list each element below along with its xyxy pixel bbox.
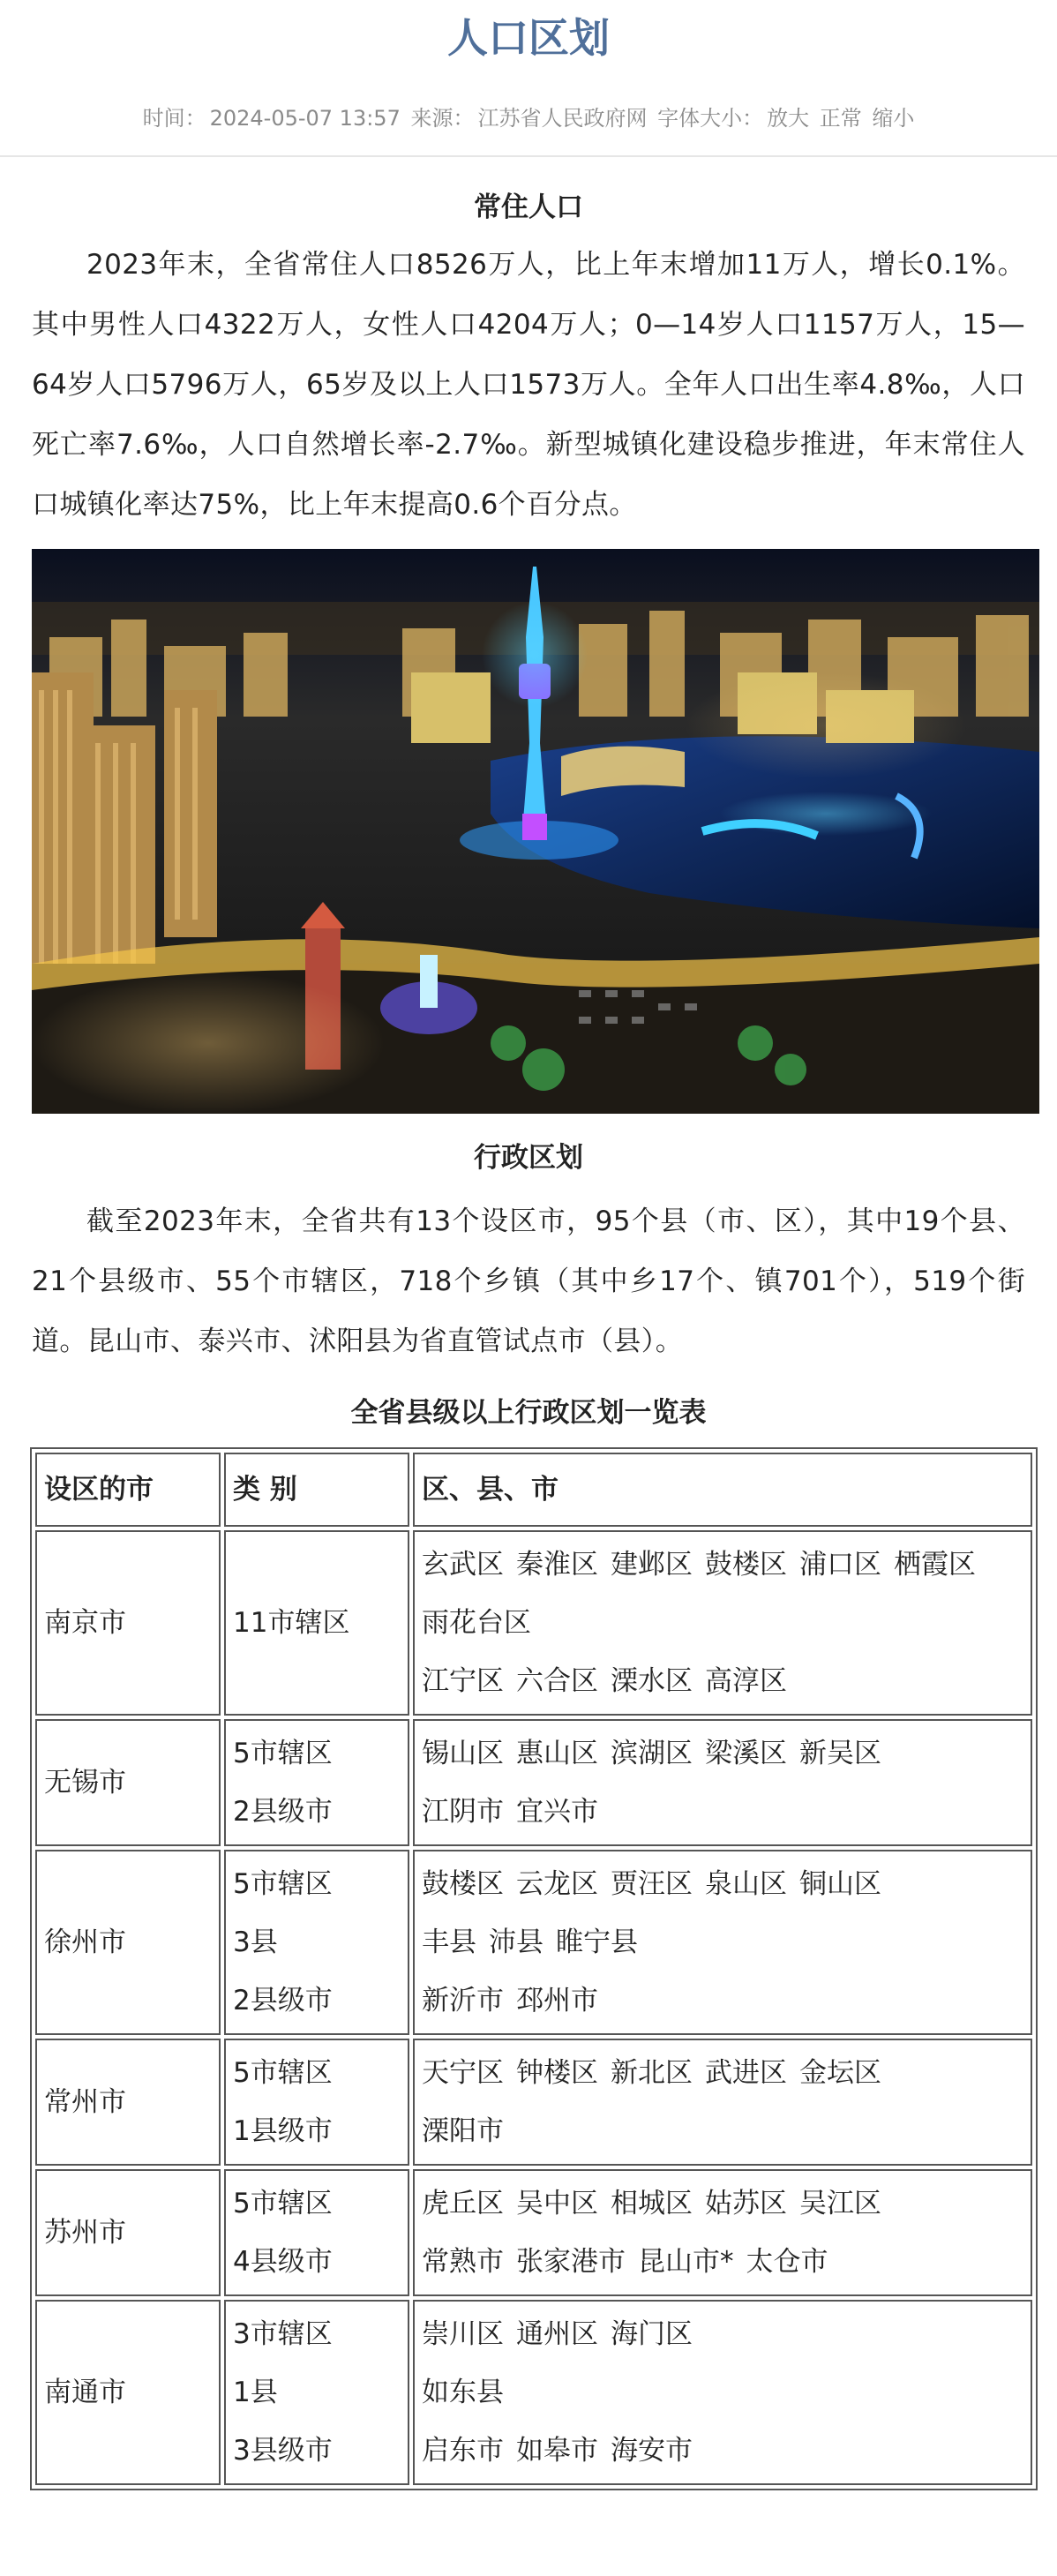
district-name: 秦淮区 — [516, 1549, 598, 1581]
category-item: 5市辖区 — [233, 2188, 333, 2219]
category-item: 11市辖区 — [233, 1607, 350, 1639]
district-name: 宜兴市 — [516, 1796, 598, 1828]
districts-line — [422, 1652, 1023, 1710]
district-name: 栖霞区 — [894, 1549, 976, 1581]
font-small-link[interactable]: 缩小 — [872, 106, 915, 131]
districts-line — [422, 2233, 1023, 2291]
division-heading: 行政区划 — [474, 1142, 583, 1174]
city-cell: 常州市 — [35, 2039, 221, 2166]
districts-cell — [413, 2300, 1032, 2485]
district-name: 张家港市 — [516, 2246, 626, 2278]
category-item: 5市辖区 — [233, 1868, 333, 1900]
category-item: 4县级市 — [233, 2246, 333, 2278]
districts-cell — [413, 1850, 1032, 2035]
districts-line — [422, 2363, 1023, 2422]
district-name: 钟楼区 — [516, 2057, 598, 2089]
districts-cell — [413, 1719, 1032, 1846]
district-name: 海门区 — [611, 2318, 693, 2350]
district-name: 滨湖区 — [611, 1738, 693, 1769]
population-heading: 常住人口 — [474, 192, 583, 223]
category-cell — [224, 1530, 409, 1716]
district-name: 启东市 — [422, 2435, 504, 2467]
district-name: 海安市 — [611, 2435, 693, 2467]
category-item: 5市辖区 — [233, 2057, 333, 2089]
districts-line — [422, 1783, 1023, 1841]
district-name: 如东县 — [422, 2377, 504, 2408]
districts-cell — [413, 1530, 1032, 1716]
district-name: 相城区 — [611, 2188, 693, 2219]
header-city: 设区的市 — [35, 1453, 221, 1527]
district-name: 睢宁县 — [556, 1926, 638, 1958]
table-row — [35, 2169, 1032, 2296]
source-name: 江苏省人民政府网 — [477, 106, 648, 131]
district-name: 金坛区 — [799, 2057, 881, 2089]
district-name: 铜山区 — [799, 1868, 881, 1900]
district-name: 天宁区 — [422, 2057, 504, 2089]
table-row — [35, 2039, 1032, 2166]
table-row — [35, 1850, 1032, 2035]
district-name: 虎丘区 — [422, 2188, 504, 2219]
district-name: 通州区 — [516, 2318, 598, 2350]
districts-line — [422, 1913, 1023, 1971]
district-name: 贾汪区 — [611, 1868, 693, 1900]
article-meta — [0, 101, 1057, 131]
district-name: 溧阳市 — [422, 2115, 504, 2147]
header-districts: 区、县、市 — [413, 1453, 1032, 1527]
districts-line — [422, 2174, 1023, 2233]
city-cell: 南京市 — [35, 1530, 221, 1716]
district-name: 吴江区 — [799, 2188, 881, 2219]
districts-line — [422, 1724, 1023, 1783]
districts-line — [422, 1855, 1023, 1913]
district-name: 太仓市 — [746, 2246, 828, 2278]
publish-time: 2024-05-07 13:57 — [209, 106, 401, 131]
category-item: 3县 — [233, 1926, 278, 1958]
category-item: 3市辖区 — [233, 2318, 333, 2350]
districts-line — [422, 2044, 1023, 2102]
city-cell: 无锡市 — [35, 1719, 221, 1846]
font-normal-link[interactable]: 正常 — [819, 106, 862, 131]
district-name: 锡山区 — [422, 1738, 504, 1769]
district-name: 沛县 — [489, 1926, 543, 1958]
category-cell — [224, 2169, 409, 2296]
district-name: 武进区 — [705, 2057, 787, 2089]
district-name: 江阴市 — [422, 1796, 504, 1828]
district-name: 梁溪区 — [705, 1738, 787, 1769]
source-label: 来源： — [410, 106, 475, 131]
city-cell: 南通市 — [35, 2300, 221, 2485]
category-cell — [224, 2300, 409, 2485]
district-name: 新吴区 — [799, 1738, 881, 1769]
district-name: 惠山区 — [516, 1738, 598, 1769]
city-night-skyline-image — [32, 549, 1039, 1114]
district-name: 雨花台区 — [422, 1607, 531, 1639]
category-cell — [224, 1719, 409, 1846]
category-item: 2县级市 — [233, 1796, 333, 1828]
city-cell: 苏州市 — [35, 2169, 221, 2296]
article-header — [0, 0, 1057, 157]
district-name: 建邺区 — [611, 1549, 693, 1581]
category-cell — [224, 2039, 409, 2166]
category-item: 5市辖区 — [233, 1738, 333, 1769]
district-name: 新沂市 — [422, 1985, 504, 2016]
district-name: 崇川区 — [422, 2318, 504, 2350]
district-name: 江宁区 — [422, 1665, 504, 1697]
district-name: 鼓楼区 — [422, 1868, 504, 1900]
district-name: 昆山市* — [638, 2246, 734, 2278]
districts-line — [422, 2102, 1023, 2160]
font-large-link[interactable]: 放大 — [767, 106, 810, 131]
districts-line — [422, 1971, 1023, 2030]
table-title: 全省县级以上行政区划一览表 — [350, 1397, 707, 1429]
population-paragraph: 2023年末，全省常住人口8526万人，比上年末增加11万人，增长0.1%。其中男性人口4322万人，女性人口4204万人；0—14岁人口1157万人，15—64岁人口5796万人，65岁及以上人口1573万人。全年人口出生率4.8‰，人口死亡率7.6‰，人口自然增长率-2.7‰。新型城镇化建设稳步推进，年末常住人口城镇化率达75%，比上年末提高0.6个百分点。 — [32, 249, 1025, 521]
city-cell: 徐州市 — [35, 1850, 221, 2035]
district-name: 丰县 — [422, 1926, 476, 1958]
table-row — [35, 2300, 1032, 2485]
table-row — [35, 1530, 1032, 1716]
district-name: 常熟市 — [422, 2246, 504, 2278]
admin-division-table — [30, 1447, 1038, 2490]
district-name: 泉山区 — [705, 1868, 787, 1900]
category-item: 1县 — [233, 2377, 278, 2408]
time-label: 时间： — [142, 106, 206, 131]
category-cell — [224, 1850, 409, 2035]
district-name: 玄武区 — [422, 1549, 504, 1581]
table-header-row — [35, 1453, 1032, 1527]
districts-line — [422, 2305, 1023, 2363]
category-item: 3县级市 — [233, 2435, 333, 2467]
category-item: 1县级市 — [233, 2115, 333, 2147]
district-name: 云龙区 — [516, 1868, 598, 1900]
districts-cell — [413, 2169, 1032, 2296]
table-row — [35, 1719, 1032, 1846]
district-name: 如皋市 — [516, 2435, 598, 2467]
division-paragraph: 截至2023年末，全省共有13个设区市，95个县（市、区），其中19个县、21个县级市、55个市辖区，718个乡镇（其中乡17个、镇701个），519个街道。昆山市、泰兴市、沭阳县为省直管试点市（县）。 — [32, 1205, 1025, 1357]
header-category: 类 别 — [224, 1453, 409, 1527]
district-name: 高淳区 — [705, 1665, 787, 1697]
districts-line — [422, 1536, 1023, 1594]
district-name: 六合区 — [516, 1665, 598, 1697]
district-name: 邳州市 — [516, 1985, 598, 2016]
category-item: 2县级市 — [233, 1985, 333, 2016]
page-title: 人口区划 — [447, 14, 610, 62]
district-name: 新北区 — [611, 2057, 693, 2089]
table-body — [35, 1530, 1032, 2485]
districts-line — [422, 1594, 1023, 1652]
font-size-label: 字体大小： — [657, 106, 764, 131]
district-name: 姑苏区 — [705, 2188, 787, 2219]
district-name: 浦口区 — [799, 1549, 881, 1581]
districts-line — [422, 2422, 1023, 2480]
district-name: 吴中区 — [516, 2188, 598, 2219]
district-name: 溧水区 — [611, 1665, 693, 1697]
districts-cell — [413, 2039, 1032, 2166]
article-body — [0, 191, 1057, 2490]
district-name: 鼓楼区 — [705, 1549, 787, 1581]
